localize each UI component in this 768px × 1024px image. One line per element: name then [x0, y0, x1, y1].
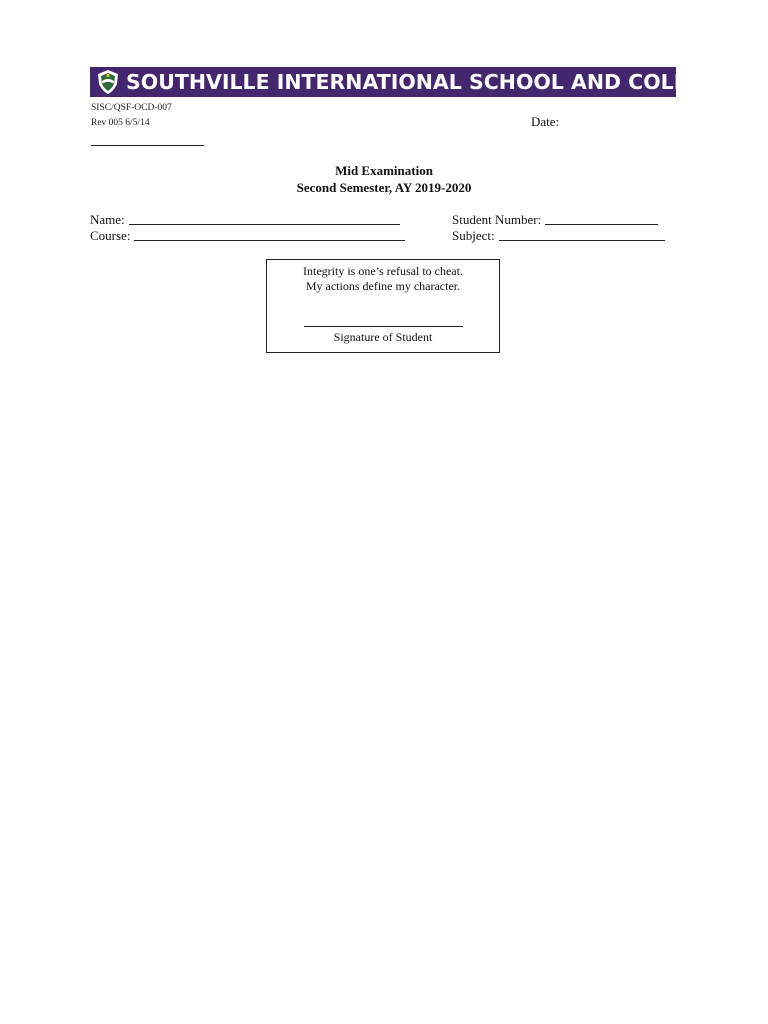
student-number-label: Student Number:: [452, 212, 542, 227]
form-revision: Rev 005 6/5/14: [91, 118, 150, 128]
integrity-line-1: Integrity is one’s refusal to cheat.: [303, 264, 463, 278]
name-field: [90, 212, 400, 228]
signature-label: Signature of Student: [333, 330, 433, 344]
subject-blank-line: [499, 239, 665, 241]
integrity-pledge-box: [266, 259, 500, 353]
course-blank-line: [134, 239, 405, 241]
exam-semester: Second Semester, AY 2019-2020: [296, 180, 472, 195]
form-code: SISC/QSF-OCD-007: [91, 103, 172, 113]
date-blank-line: [91, 145, 204, 146]
date-label: Date:: [531, 114, 560, 129]
student-number-blank-line: [545, 223, 658, 225]
school-banner: [90, 67, 747, 97]
exam-title: Mid Examination: [335, 163, 433, 178]
integrity-line-2: My actions define my character.: [305, 279, 461, 293]
subject-field: [452, 228, 665, 244]
course-field: [90, 228, 405, 244]
school-name: SOUTHVILLE INTERNATIONAL SCHOOL AND COLLEGES: [126, 70, 747, 94]
name-blank-line: [129, 223, 400, 225]
name-label: Name:: [90, 212, 125, 227]
subject-label: Subject:: [452, 228, 495, 243]
student-number-field: [452, 212, 658, 228]
school-crest-icon: [96, 69, 120, 95]
signature-blank-line: [304, 326, 463, 327]
course-label: Course:: [90, 228, 131, 243]
